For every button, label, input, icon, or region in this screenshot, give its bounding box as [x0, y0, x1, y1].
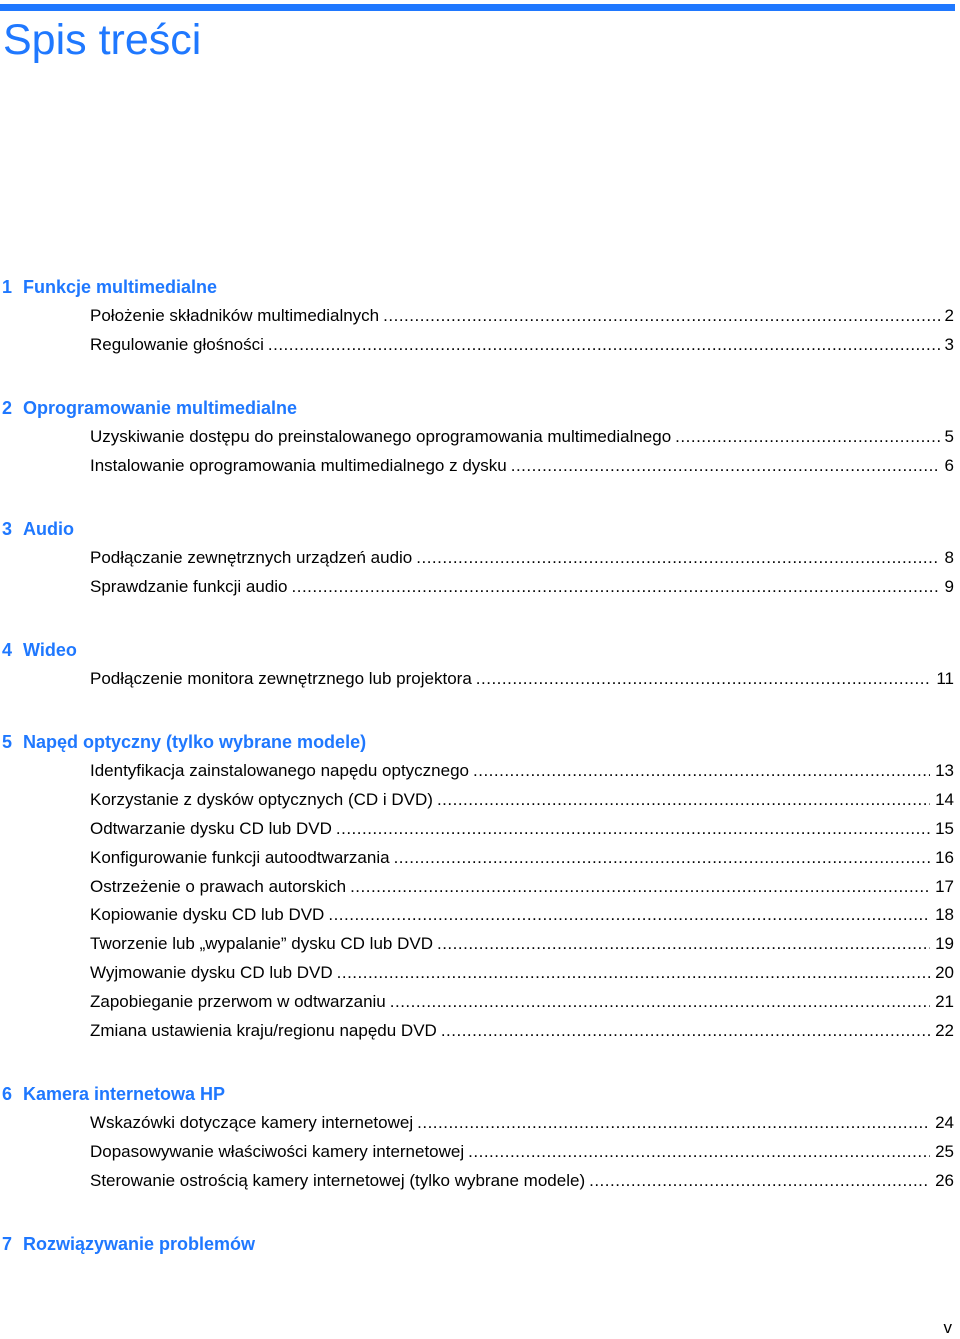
toc-entry-label: Regulowanie głośności — [90, 334, 264, 354]
dot-leader — [416, 544, 939, 572]
toc-entry[interactable] — [90, 1017, 954, 1045]
dot-leader — [511, 452, 940, 480]
toc-entry[interactable] — [90, 901, 954, 929]
page-title: Spis treści — [3, 16, 202, 64]
toc-entry-label: Odtwarzanie dysku CD lub DVD — [90, 818, 332, 838]
dot-leader — [476, 665, 932, 693]
dot-leader — [337, 959, 930, 987]
toc-entry-label: Podłączenie monitora zewnętrznego lub projektora — [90, 668, 472, 688]
chapter-title: Kamera internetowa HP — [23, 1084, 226, 1104]
chapter-number: 5 — [2, 732, 13, 752]
toc-entry-label: Podłączanie zewnętrznych urządzeń audio — [90, 547, 413, 567]
toc-entry[interactable] — [90, 423, 954, 451]
dot-leader — [328, 901, 930, 929]
toc-entry[interactable] — [90, 1167, 954, 1195]
dot-leader — [437, 930, 930, 958]
toc-entry-label: Ostrzeżenie o prawach autorskich — [90, 876, 347, 896]
toc-entry-page: 19 — [935, 934, 954, 954]
toc-entry-page: 15 — [935, 818, 954, 838]
chapter-6-heading[interactable] — [2, 1080, 225, 1108]
top-rule — [0, 4, 955, 11]
toc-entry-page: 24 — [935, 1112, 954, 1132]
toc-entry-label: Sterowanie ostrością kamery internetowej (tylko wybrane modele) — [90, 1170, 586, 1190]
chapter-title: Oprogramowanie multimedialne — [23, 398, 298, 418]
chapter-title: Wideo — [23, 640, 77, 660]
toc-entry[interactable] — [90, 1138, 954, 1166]
toc-entry-page: 9 — [944, 576, 954, 596]
toc-entry-label: Konfigurowanie funkcji autoodtwarzania — [90, 847, 390, 867]
toc-entry[interactable] — [90, 452, 954, 480]
toc-entry-page: 13 — [935, 760, 954, 780]
chapter-2-heading[interactable] — [2, 394, 297, 422]
toc-entry[interactable] — [90, 988, 954, 1016]
toc-entry-page: 25 — [935, 1141, 954, 1161]
chapter-title: Audio — [23, 519, 74, 539]
dot-leader — [292, 573, 940, 601]
dot-leader — [336, 815, 930, 843]
chapter-title: Napęd optyczny (tylko wybrane modele) — [23, 732, 367, 752]
toc-entry[interactable] — [90, 573, 954, 601]
toc-entry[interactable] — [90, 786, 954, 814]
chapter-5-heading[interactable] — [2, 728, 366, 756]
toc-entry-label: Kopiowanie dysku CD lub DVD — [90, 905, 325, 925]
toc-entry[interactable] — [90, 959, 954, 987]
chapter-7-heading[interactable] — [2, 1230, 255, 1258]
toc-entry-page: 20 — [935, 963, 954, 983]
chapter-number: 6 — [2, 1084, 13, 1104]
toc-entry-label: Tworzenie lub „wypalanie” dysku CD lub DVD — [90, 934, 433, 954]
dot-leader — [473, 757, 930, 785]
dot-leader — [268, 331, 940, 359]
toc-entry-label: Sprawdzanie funkcji audio — [90, 576, 288, 596]
dot-leader — [441, 1017, 930, 1045]
toc-entry-page: 14 — [935, 789, 954, 809]
toc-entry-label: Położenie składników multimedialnych — [90, 305, 380, 325]
toc-entry-page: 11 — [936, 668, 954, 688]
toc-entry-page: 21 — [935, 992, 954, 1012]
toc-entry-label: Uzyskiwanie dostępu do preinstalowanego oprogramowania multimedialnego — [90, 426, 672, 446]
toc-entry[interactable] — [90, 930, 954, 958]
toc-entry-page: 6 — [944, 455, 954, 475]
chapter-number: 3 — [2, 519, 13, 539]
chapter-number: 4 — [2, 640, 13, 660]
toc-entry[interactable] — [90, 757, 954, 785]
page-number: v — [943, 1318, 952, 1337]
chapter-title: Funkcje multimedialne — [23, 277, 218, 297]
toc-entry-label: Wyjmowanie dysku CD lub DVD — [90, 963, 333, 983]
toc-entry-page: 22 — [935, 1021, 954, 1040]
toc-entry-page: 17 — [935, 876, 954, 896]
toc-entry[interactable] — [90, 544, 954, 572]
chapter-1-heading[interactable] — [2, 273, 217, 301]
toc-entry-label: Zmiana ustawienia kraju/regionu napędu DVD — [90, 1021, 437, 1040]
chapter-number: 2 — [2, 398, 13, 418]
toc-entry[interactable] — [90, 873, 954, 901]
toc-entry-label: Identyfikacja zainstalowanego napędu optycznego — [90, 760, 469, 780]
toc-entry-label: Zapobieganie przerwom w odtwarzaniu — [90, 992, 386, 1012]
toc-entry-page: 18 — [935, 905, 954, 925]
toc-entry-page: 2 — [944, 305, 954, 325]
toc-entry-page: 16 — [935, 847, 954, 867]
dot-leader — [350, 873, 930, 901]
toc-entry[interactable] — [90, 815, 954, 843]
dot-leader — [437, 786, 930, 814]
toc-entry[interactable] — [90, 1109, 954, 1137]
dot-leader — [417, 1109, 930, 1137]
toc-entry-label: Wskazówki dotyczące kamery internetowej — [90, 1112, 414, 1132]
toc-entry[interactable] — [90, 302, 954, 330]
chapter-3-heading[interactable] — [2, 515, 74, 543]
toc-entry-page: 8 — [944, 547, 954, 567]
chapter-number: 7 — [2, 1234, 13, 1254]
dot-leader — [394, 844, 931, 872]
chapter-number: 1 — [2, 277, 13, 297]
chapter-title: Rozwiązywanie problemów — [23, 1234, 256, 1254]
toc-entry-page: 26 — [935, 1170, 954, 1190]
dot-leader — [390, 988, 930, 1016]
dot-leader — [383, 302, 939, 330]
dot-leader — [589, 1167, 930, 1195]
toc-entry-page: 5 — [944, 426, 954, 446]
toc-entry[interactable] — [90, 844, 954, 872]
toc-entry-label: Korzystanie z dysków optycznych (CD i DVD) — [90, 789, 433, 809]
toc-entry-label: Instalowanie oprogramowania multimedialnego z dysku — [90, 455, 507, 475]
toc-entry-page: 3 — [944, 334, 954, 354]
toc-entry[interactable] — [90, 331, 954, 359]
toc-entry[interactable] — [90, 665, 954, 693]
chapter-4-heading[interactable] — [2, 636, 77, 664]
dot-leader — [468, 1138, 930, 1166]
dot-leader — [675, 423, 939, 451]
toc-entry-label: Dopasowywanie właściwości kamery internetowej — [90, 1141, 465, 1161]
